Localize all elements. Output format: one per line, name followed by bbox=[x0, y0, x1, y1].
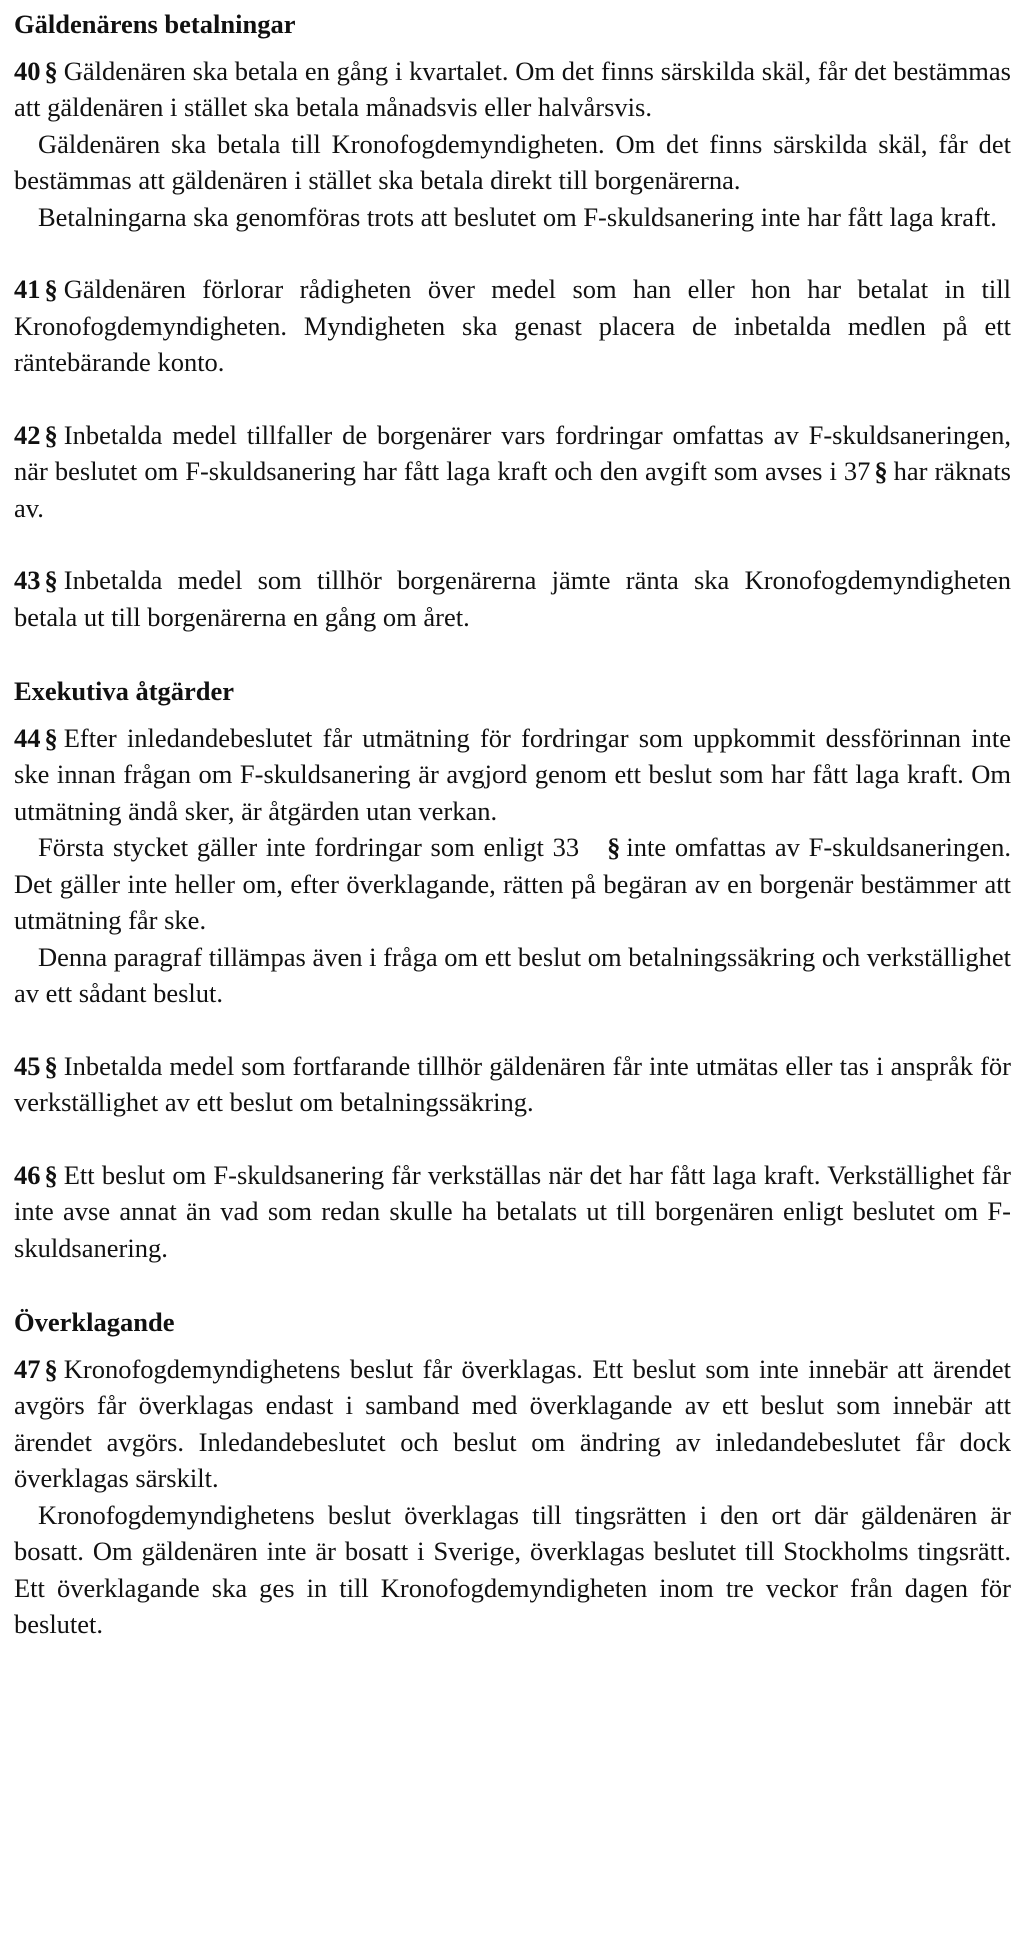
paragraph-text-end: inte omfattas av F-skuldsaneringen. Det gäller inte heller om, efter överklagande, rätten på begäran av en borgenär bestämmer att utmätning får ske. bbox=[14, 832, 1011, 935]
paragraph-45 bbox=[14, 1048, 1011, 1121]
paragraph-43 bbox=[14, 562, 1011, 635]
paragraph-text-end: har räknats av. bbox=[14, 456, 1011, 523]
paragraph-text: Inbetalda medel som tillhör borgenärerna jämte ränta ska Kronofogdemyndigheten betala ut till borgenärerna en gång om året. bbox=[14, 565, 1011, 632]
paragraph-44 bbox=[14, 720, 1011, 830]
paragraph-text: Kronofogdemyndighetens beslut får överklagas. Ett beslut som inte innebär att ärendet avgörs får överklagas endast i samband med överklagande av ett beslut som innebär att ärendet avgörs. Inledandebeslutet och beslut om ändring av inledandebeslutet får dock överklagas särskilt. bbox=[14, 1353, 1011, 1493]
paragraph-44-continued-2: Denna paragraf tillämpas även i fråga om ett beslut om betalningssäkring och verkställighet av ett sådant beslut. bbox=[14, 941, 1011, 1008]
paragraph-text: Ett beslut om F-skuldsanering får verkställas när det har fått laga kraft. Verkställighet får inte avse annat än vad som redan skulle ha betalats ut till borgenären enligt beslutet om F-skuldsanering. bbox=[14, 1159, 1011, 1263]
paragraph-text: Första stycket gäller inte fordringar som enligt 33 bbox=[38, 832, 580, 862]
paragraph-41 bbox=[14, 271, 1011, 381]
section-sign: § bbox=[44, 1159, 58, 1190]
paragraph-40 bbox=[14, 53, 1011, 126]
paragraph-text: Gäldenären ska betala en gång i kvartalet. Om det finns särskilda skäl, får det bestämmas att gäldenären i stället ska betala månadsvis eller halvårsvis. bbox=[14, 55, 1011, 122]
section-sign: § bbox=[874, 456, 888, 486]
paragraph-number: 47 bbox=[14, 1353, 41, 1384]
section-heading-exekutiva: Exekutiva åtgärder bbox=[14, 676, 235, 706]
paragraph-44-continued-1 bbox=[14, 829, 1011, 939]
paragraph-47-continued-1: Kronofogdemyndighetens beslut överklagas till tingsrätten i den ort där gäldenären är bosatt. Om gäldenären inte är bosatt i Sverige, överklagas beslutet till Stockholms tingsrätt. Ett överklagande ska ges in till Kronofogdemyndigheten inom tre veckor från dagen för beslutet. bbox=[14, 1499, 1011, 1639]
paragraph-number: 45 bbox=[14, 1050, 41, 1081]
paragraph-number: 40 bbox=[14, 55, 41, 86]
paragraph-40-continued-1: Gäldenären ska betala till Kronofogdemyndigheten. Om det finns särskilda skäl, får det bestämmas att gäldenären i stället ska betala direkt till borgenärerna. bbox=[14, 128, 1011, 195]
document-page bbox=[14, 6, 1011, 1643]
section-sign: § bbox=[44, 722, 58, 753]
paragraph-number: 41 bbox=[14, 274, 41, 304]
paragraph-text: Efter inledandebeslutet får utmätning för fordringar som uppkommit dessförinnan inte ske innan frågan om F-skuldsanering är avgjord genom ett beslut som har fått laga kraft. Om utmätning ändå sker, är åtgärden utan verkan. bbox=[14, 722, 1011, 826]
paragraph-number: 46 bbox=[14, 1159, 41, 1190]
section-sign: § bbox=[44, 274, 58, 304]
paragraph-text: Gäldenären förlorar rådigheten över medel som han eller hon har betalat in till Kronofogdemyndigheten. Myndigheten ska genast placera de inbetalda medlen på ett räntebärande konto. bbox=[14, 274, 1011, 377]
paragraph-text: Inbetalda medel tillfaller de borgenärer vars fordringar omfattas av F-skuldsaneringen, när beslutet om F-skuldsanering har fått laga kraft och den avgift som avses i 37 bbox=[14, 419, 1011, 486]
paragraph-number: 42 bbox=[14, 419, 41, 450]
section-sign: § bbox=[44, 565, 58, 595]
paragraph-text: Inbetalda medel som fortfarande tillhör gäldenären får inte utmätas eller tas i anspråk för verkställighet av ett beslut om betalningssäkring. bbox=[14, 1050, 1011, 1117]
paragraph-number: 43 bbox=[14, 565, 41, 595]
section-sign: § bbox=[44, 1050, 58, 1081]
section-sign: § bbox=[44, 55, 58, 86]
paragraph-46 bbox=[14, 1157, 1011, 1267]
paragraph-42 bbox=[14, 417, 1011, 527]
section-sign: § bbox=[44, 419, 58, 450]
section-heading-betalningar: Gäldenärens betalningar bbox=[14, 9, 296, 39]
paragraph-47 bbox=[14, 1351, 1011, 1497]
section-sign: § bbox=[607, 832, 621, 862]
paragraph-number: 44 bbox=[14, 722, 41, 753]
section-sign: § bbox=[44, 1353, 58, 1384]
paragraph-40-continued-2: Betalningarna ska genomföras trots att beslutet om F-skuldsanering inte har fått laga kraft. bbox=[38, 201, 997, 232]
section-heading-overklagande: Överklagande bbox=[14, 1307, 175, 1337]
